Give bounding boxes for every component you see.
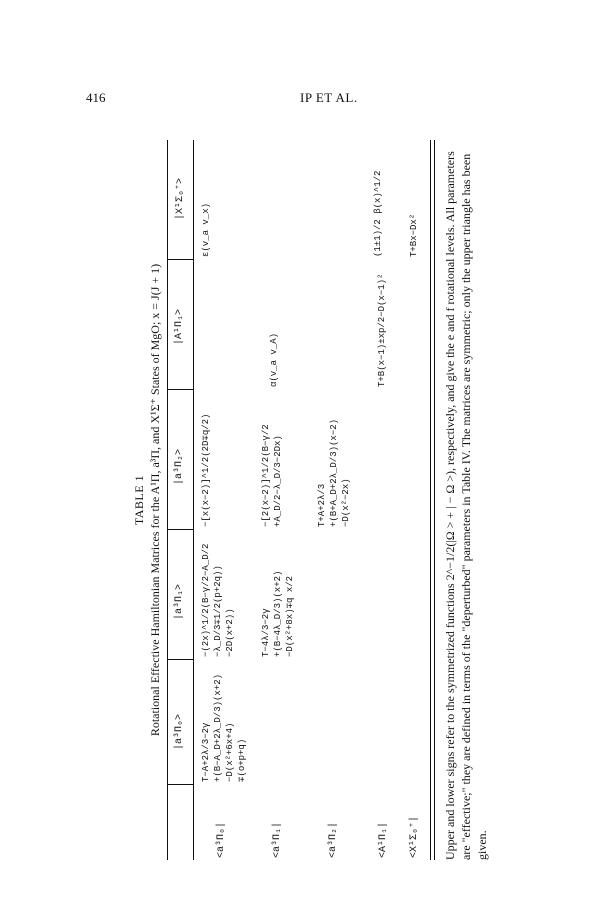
- column-separator: [167, 529, 193, 530]
- column-header: |A¹Π₁>: [174, 308, 185, 345]
- matrix-cell: −[x(x−2)]^1/2(2D∓q/2): [201, 413, 211, 527]
- column-separator: [167, 784, 193, 785]
- row-header: <a³Π₀|: [216, 821, 227, 858]
- page-number: 416: [86, 90, 106, 105]
- column-separator: [167, 659, 193, 660]
- matrix-cell: T+B(x−1)±xp/2−D(x−1)²: [377, 273, 387, 387]
- top-rule: [167, 140, 168, 860]
- table-label: TABLE 1: [132, 474, 146, 526]
- table-caption: Rotational Effective Hamiltonian Matrices for the A¹Π, a³Π, and X¹Σ⁺ States of MgO; x = J(J + 1): [148, 263, 162, 737]
- bottom-rule: [430, 140, 431, 860]
- row-header: <a³Π₁|: [272, 821, 283, 858]
- column-header: |a³Π₁>: [174, 583, 185, 620]
- rotated-table-page: [90, 140, 520, 860]
- matrix-cell: T+Bx−Dx²: [409, 213, 419, 257]
- row-header: <a³Π₂|: [328, 821, 339, 858]
- column-separator: [167, 259, 193, 260]
- row-header: <A¹Π₁|: [378, 821, 389, 858]
- column-header: |a³Π₀>: [174, 713, 185, 750]
- matrix-cell: −(2x)^1/2(B−γ/2−A_D/2 −λ_D/3∓1/2(p+2q)) −2D(x+2)): [201, 543, 235, 657]
- column-header: |a³Π₂>: [174, 448, 185, 485]
- matrix-cell: α(v_a v_A): [269, 332, 279, 387]
- header-rule: [193, 140, 194, 860]
- matrix-cell: ε(v_a v_x): [201, 202, 211, 257]
- row-header: <X¹Σ₀⁺|: [409, 815, 420, 858]
- matrix-cell: (1±1)/2 β(x)^1/2: [373, 170, 383, 257]
- matrix-cell: T+A+2λ/3 +(B+A_D+2λ_D/3)(x−2) −D(x²−2x): [317, 418, 351, 527]
- column-separator: [167, 389, 193, 390]
- table-footnote: Upper and lower signs refer to the symmetrized functions 2^−1/2(|Ω > + | − Ω >), respectively, and give the e and f rotational levels. All parameters are "effective;" they are defined in terms of the "deperturbed" parameters in Table IV. The matrices are symmetric; only the upper triangle has been given.: [443, 151, 489, 860]
- running-head: IP ET AL.: [300, 90, 358, 105]
- matrix-cell: T−A+2λ/3−2γ +(B−A_D+2λ_D/3)(x+2) −D(x²+6x+4) ∓(o+p+q): [201, 673, 247, 782]
- matrix-cell: T−4λ/3−2γ +(B−4λ_D/3)(x+2) −D(x²+8x)∓q x/2: [261, 570, 295, 657]
- matrix-cell: −[2(x−2)]^1/2(B−γ/2 +A_D/2−λ_D/3−2Dx): [261, 424, 283, 527]
- column-header: |X¹Σ₀⁺>: [175, 177, 186, 220]
- bottom-rule-double: [434, 140, 435, 860]
